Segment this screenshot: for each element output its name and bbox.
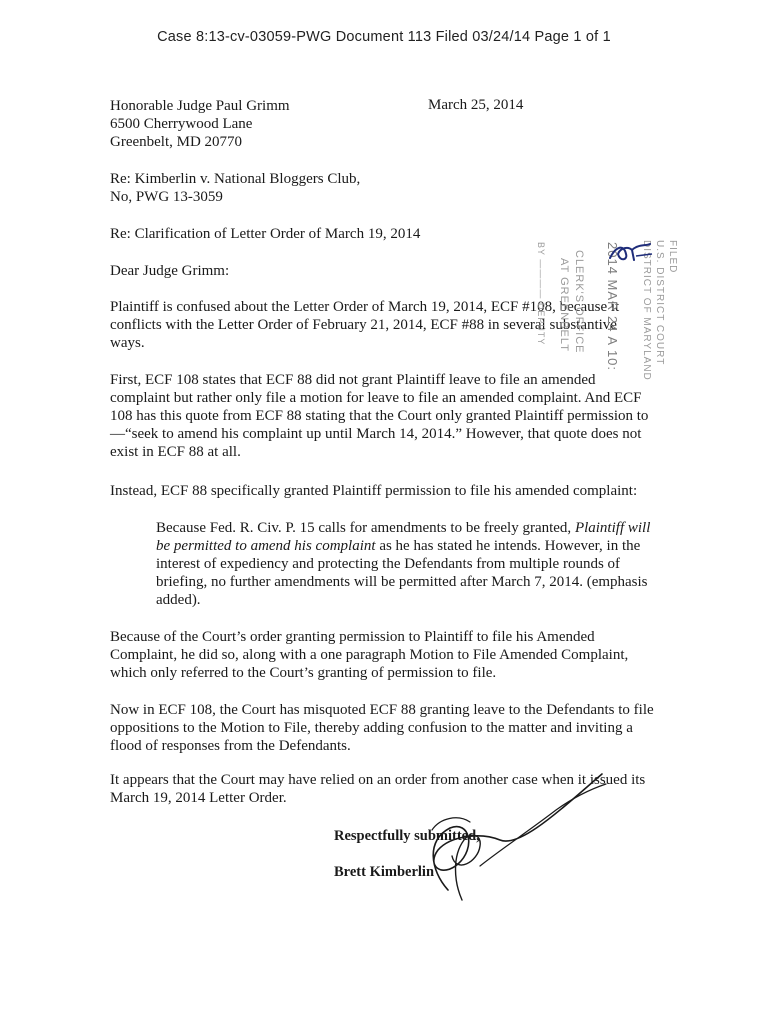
signer-name: Brett Kimberlin — [334, 864, 435, 880]
stamp-line-6: AT GREENBELT — [558, 258, 570, 352]
paragraph-2: First, ECF 108 states that ECF 88 did not grant Plaintiff leave to file an amended complaint but rather only file a motion for leave to file an amended complaint. And ECF 108 has this quote from ECF 88 stating that the Court only granted Plaintiff permission to —“seek to amend his complaint up until March 14, 2014.” However, that quote does not exist in ECF 88 at all. — [110, 372, 649, 460]
court-filing-header: Case 8:13-cv-03059-PWG Document 113 Filed 03/24/14 Page 1 of 1 — [157, 29, 611, 45]
address-line-1: Honorable Judge Paul Grimm — [110, 98, 290, 114]
paragraph-1: Plaintiff is confused about the Letter Order of March 19, 2014, ECF #108, because it conflicts with the Letter Order of February 21, 2014, ECF #88 in several substantive ways. — [110, 299, 620, 351]
quote-emphasis: Plaintiff will be permitted to amend his complaint — [156, 520, 651, 554]
paragraph-5: Now in ECF 108, the Court has misquoted ECF 88 granting leave to the Defendants to file oppositions to the Motion to File, thereby adding confusion to the matter and inviting a flood of responses from the Defendants. — [110, 702, 654, 754]
block-quote — [156, 519, 656, 609]
address-line-2: 6500 Cherrywood Lane — [110, 116, 253, 132]
quote-text-before: Because Fed. R. Civ. P. 15 calls for amendments to be freely granted, — [156, 520, 575, 536]
stamp-line-3: DISTRICT OF MARYLAND — [641, 240, 652, 381]
paragraph-4: Because of the Court’s order granting permission to Plaintiff to file his Amended Complaint, he did so, along with a one paragraph Motion to File Amended Complaint, which only referred to the Court’s granting of permission to file. — [110, 629, 629, 681]
stamp-line-5: CLERK'S OFFICE — [573, 250, 585, 354]
quote-text-after: as he has stated he intends. However, in the interest of expediency and protecting the Defendants from multiple rounds of briefing, no further amendments will be permitted after March 7, 2014. (emphasis added). — [156, 538, 648, 608]
re-case-line-1: Re: Kimberlin v. National Bloggers Club, — [110, 171, 361, 187]
stamp-line-7: BY ———— DEPUTY — [536, 242, 546, 346]
stamp-line-1: FILED — [667, 240, 678, 274]
paragraph-3: Instead, ECF 88 specifically granted Plaintiff permission to file his amended complaint: — [110, 483, 638, 499]
address-line-3: Greenbelt, MD 20770 — [110, 134, 243, 150]
handwritten-signature — [330, 770, 630, 910]
stamp-line-2: U.S. DISTRICT COURT — [654, 240, 665, 366]
valediction: Respectfully submitted, — [334, 828, 480, 844]
stamp-line-4: 2014 MAR 24 A 10: — [605, 242, 620, 372]
re-case-line-2: No, PWG 13-3059 — [110, 189, 223, 205]
letter-date: March 25, 2014 — [428, 97, 524, 113]
re-subject: Re: Clarification of Letter Order of March 19, 2014 — [110, 226, 421, 242]
salutation: Dear Judge Grimm: — [110, 263, 230, 279]
ecf-number-handwritten — [606, 240, 654, 264]
filed-stamp — [510, 240, 685, 415]
paragraph-6: It appears that the Court may have relied on an order from another case when it issued its March 19, 2014 Letter Order. — [110, 772, 646, 806]
